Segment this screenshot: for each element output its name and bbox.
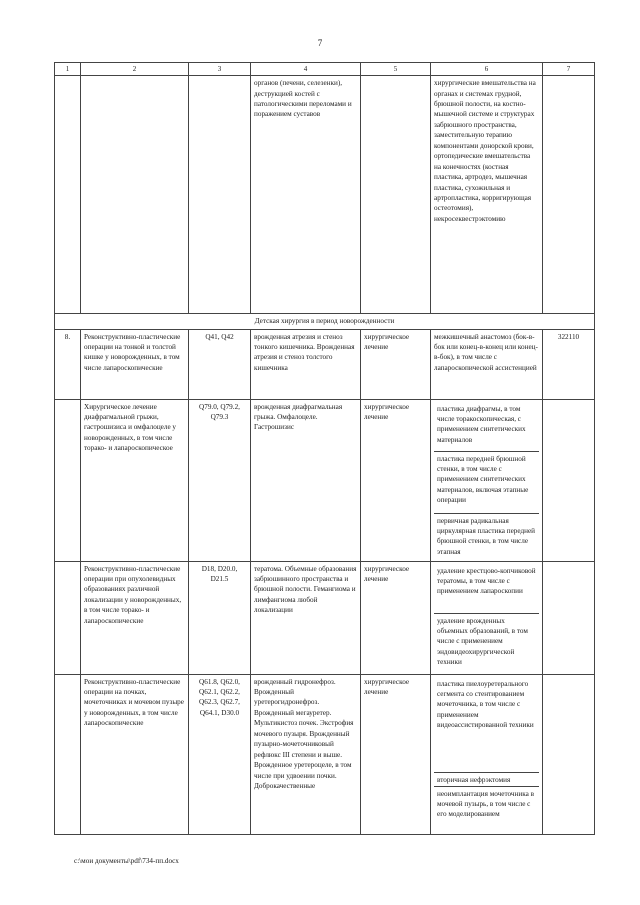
method-item: пластика пиелоуретерального сегмента со стентированием мочеточника, в том числе с применением видеоассистированной техники — [437, 679, 534, 730]
row-model: врожденная диафрагмальная грыжа. Омфалоцеле. Гастрошизис — [251, 399, 361, 561]
row-type: хирургическое лечение — [361, 674, 431, 834]
section-row — [55, 314, 595, 329]
row-name: Реконструктивно-пластические операции при опухолевидных образованиях различной локализации у новорожденных, в том числе торако- и лапароскопические — [81, 561, 189, 674]
header-col-3: 3 — [189, 63, 251, 76]
row-name: Реконструктивно-пластические операции на тонкой и толстой кишке у новорожденных, в том числе лапароскопические — [81, 329, 189, 399]
row-name: Реконструктивно-пластические операции на почках, мочеточниках и мочевом пузыре у новорожденных, в том числе лапароскопические — [81, 674, 189, 834]
continued-row — [55, 76, 595, 314]
continued-model: органов (печени, селезенки), деструкцией костей с патологическими переломами и поражением суставов — [251, 76, 361, 314]
row-model: тератома. Объемные образования забрюшинного пространства и брюшной полости. Гемангиома и лимфангиома любой локализации — [251, 561, 361, 674]
row-method: межкишечный анастомоз (бок-в-бок или конец-в-конец или конец-в-бок), в том числе с лапароскопической ассистенцией — [431, 329, 543, 399]
method-item: удаление крестцово-копчиковой тератомы, в том числе с применением лапароскопии — [437, 566, 536, 596]
row-codes: Q41, Q42 — [189, 329, 251, 399]
header-col-7: 7 — [543, 63, 595, 76]
row-cost: 322110 — [543, 329, 595, 399]
table-row — [55, 561, 595, 674]
page-number: 7 — [317, 38, 323, 48]
header-col-5: 5 — [361, 63, 431, 76]
row-methods — [431, 399, 543, 561]
header-row — [55, 63, 595, 76]
method-item: первичная радикальная циркулярная пластика передней брюшной стенки, в том числе этапная — [434, 513, 539, 559]
row-codes: Q79.0, Q79.2, Q79.3 — [189, 399, 251, 561]
row-methods — [431, 674, 543, 834]
method-item: вторичная нефрэктомия — [434, 772, 539, 786]
row-codes: D18, D20.0, D21.5 — [189, 561, 251, 674]
footer-file-path: c:\мои документы\pdf\734-пп.docx — [74, 857, 179, 865]
row-codes: Q61.8, Q62.0, Q62.1, Q62.2, Q62.3, Q62.7, Q64.1, D30.0 — [189, 674, 251, 834]
header-col-1: 1 — [55, 63, 81, 76]
method-item: пластика передней брюшной стенки, в том числе с применением синтетических материалов, включая этапные операции — [434, 451, 539, 513]
row-model: врожденная атрезия и стеноз тонкого кишечника. Врожденная атрезия и стеноз толстого кишечника — [251, 329, 361, 399]
method-item: пластика диафрагмы, в том числе торакоскопическая, с применением синтетических материалов — [437, 404, 526, 444]
procedures-table — [54, 62, 595, 835]
table-row — [55, 399, 595, 561]
method-item: удаление врожденных объемных образований, в том числе с применением эндовидеохирургической техники — [434, 613, 539, 672]
section-title: Детская хирургия в период новорожденности — [55, 314, 595, 329]
row-type: хирургическое лечение — [361, 561, 431, 674]
header-col-6: 6 — [431, 63, 543, 76]
header-col-4: 4 — [251, 63, 361, 76]
header-col-2: 2 — [81, 63, 189, 76]
table-row — [55, 674, 595, 834]
row-type: хирургическое лечение — [361, 399, 431, 561]
row-number: 8. — [55, 329, 81, 399]
row-methods — [431, 561, 543, 674]
method-item: неоимплантация мочеточника в мочевой пузырь, в том числе с его моделированием — [434, 786, 539, 832]
row-model: врожденный гидронефроз. Врожденный уретерогидронефроз. Врожденный мегауретер. Мультикистоз почек. Экстрофия мочевого пузыря. Врожденный пузырно-мочеточниковый рефлюкс III степени и выше. Врожденное уретероцеле, в том числе при удвоении почки. Доброкачественные — [251, 674, 361, 834]
row-name: Хирургическое лечение диафрагмальной грыжи, гастрошизиса и омфалоцеле у новорожденных, в том числе торако- и лапароскопическое — [81, 399, 189, 561]
row-type: хирургическое лечение — [361, 329, 431, 399]
table-row — [55, 329, 595, 399]
continued-methods: хирургические вмешательства на органах и системах грудной, брюшной полости, на костно-мышечной системе и структурах забрюшного пространства, заместительную терапию компонентами донорской крови, ортопедические вмешательства на конечностях (костная пластика, артродез, мышечная пластика, сухожильная и артропластика, корригирующая остеотомия), некросеквестрэктомию — [431, 76, 543, 314]
